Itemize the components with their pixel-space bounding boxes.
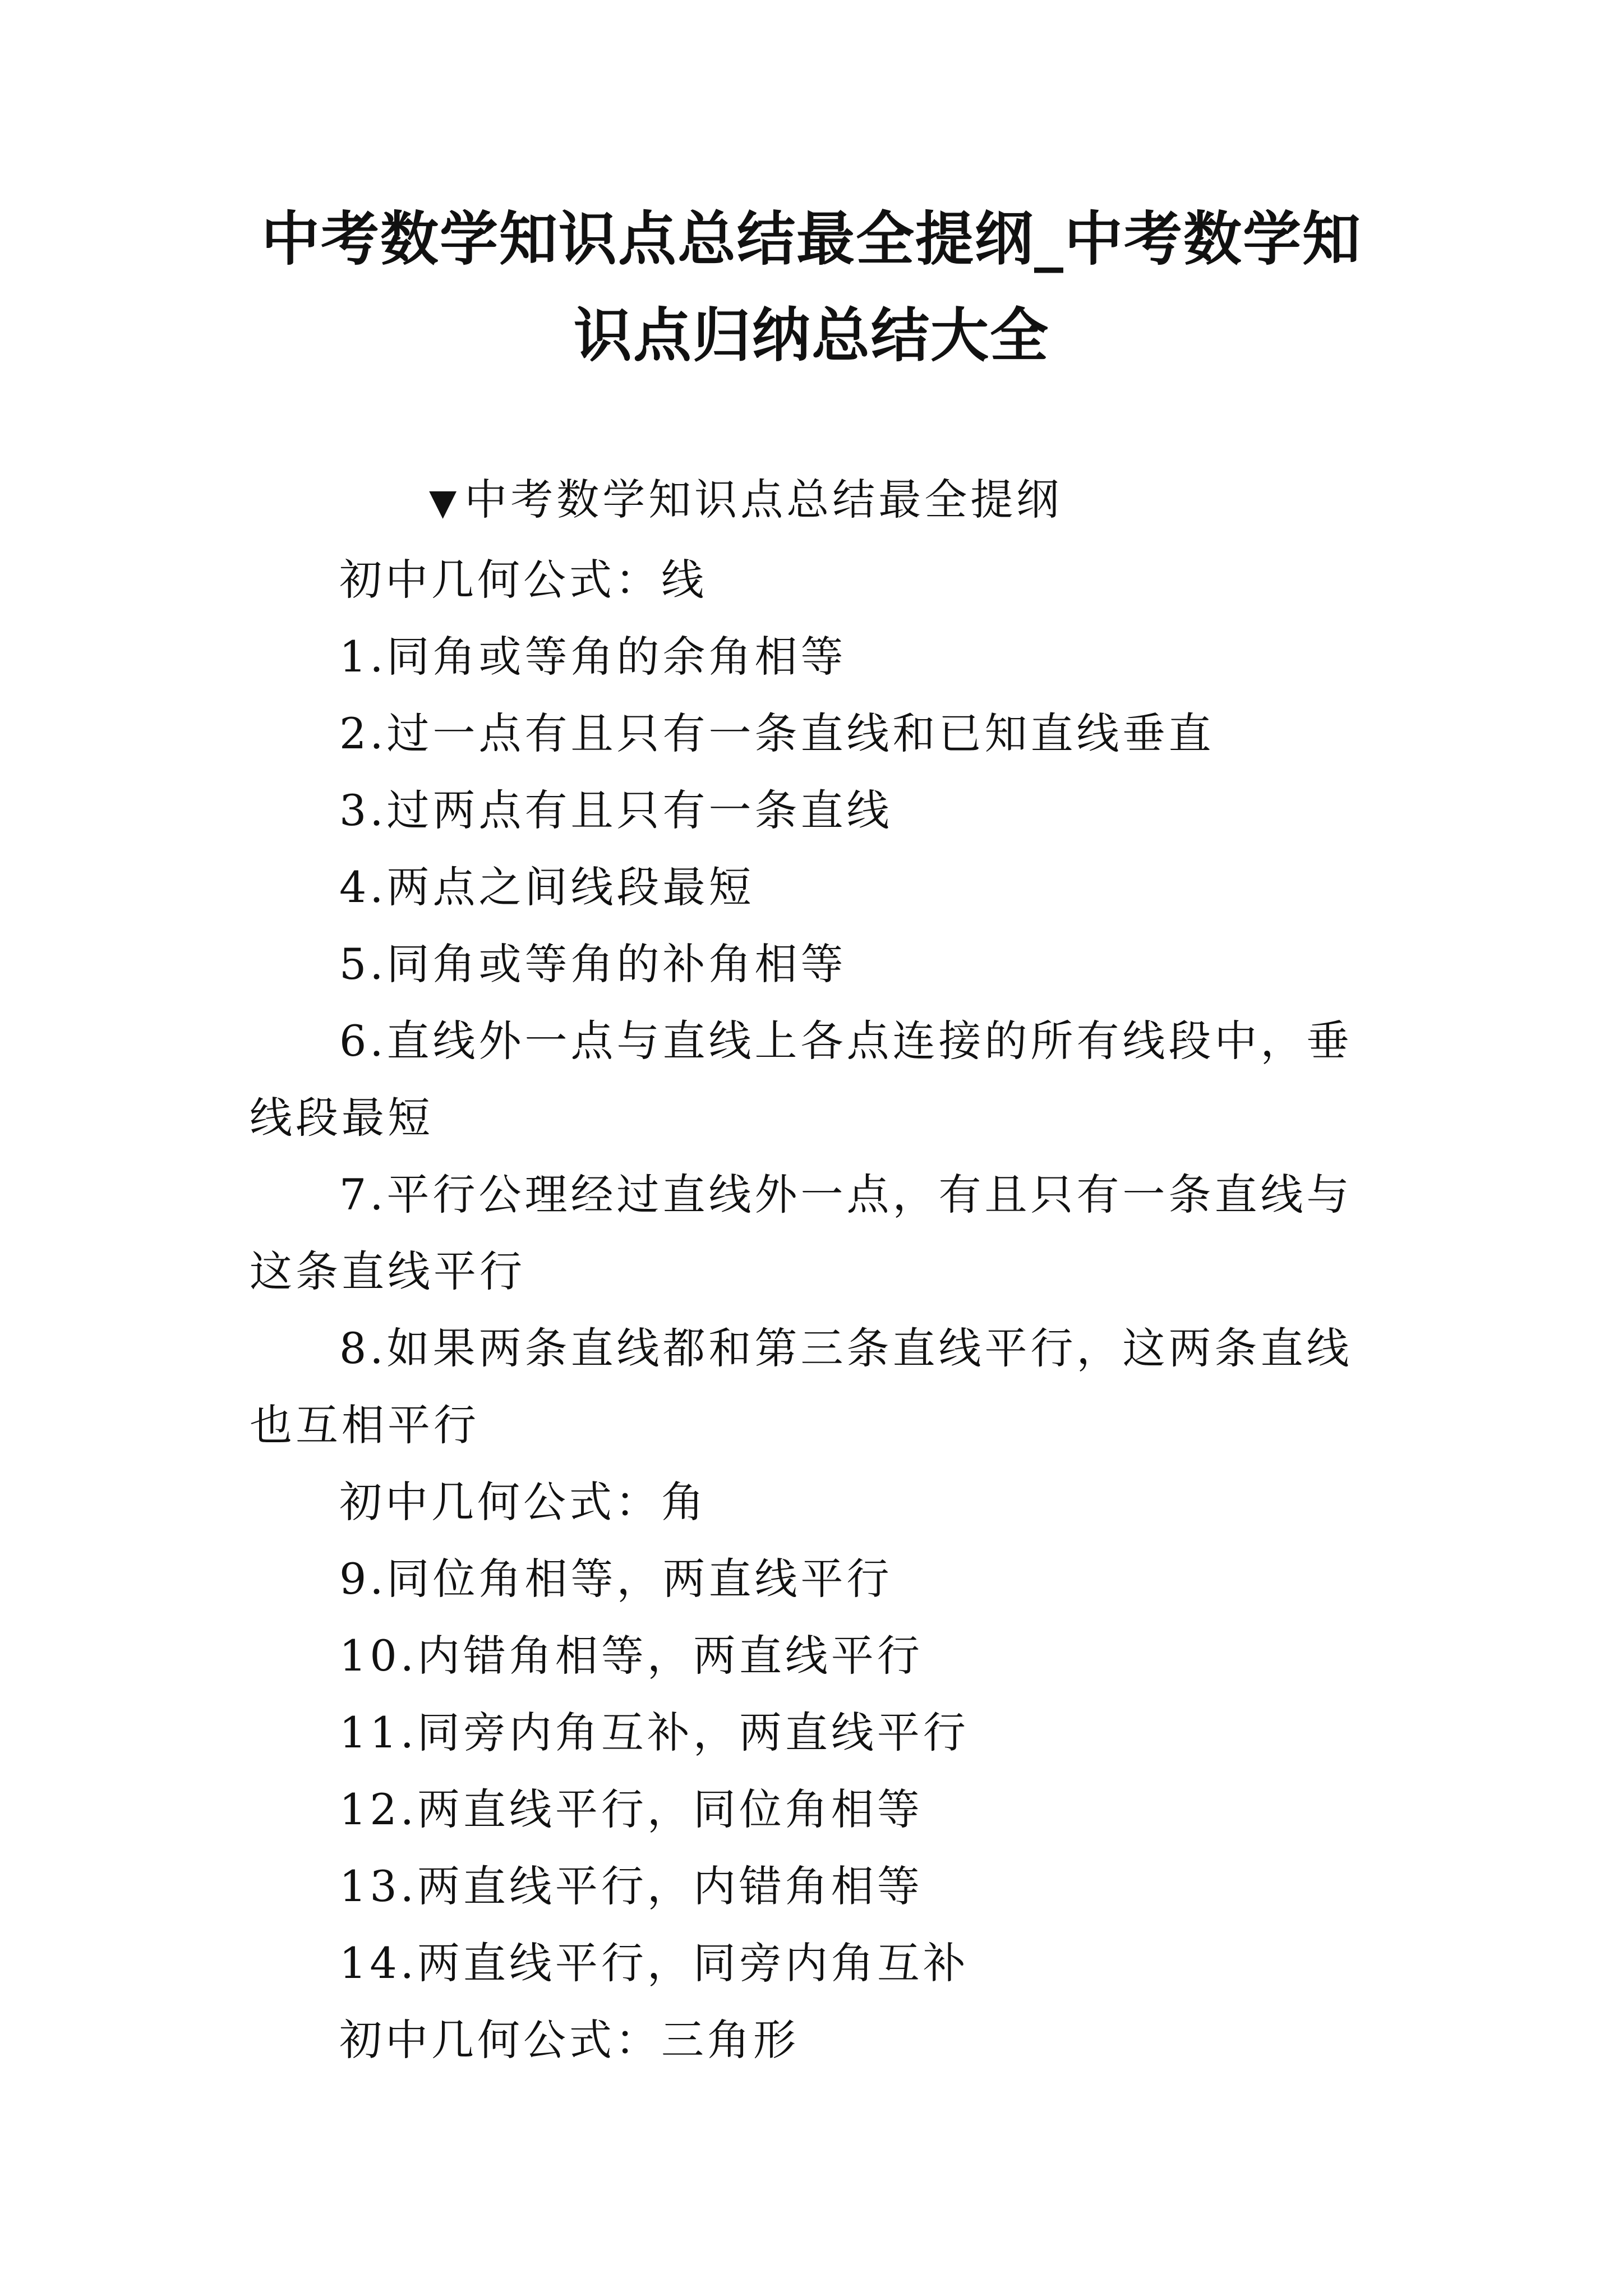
list-item: 11.同旁内角互补，两直线平行 <box>339 1708 969 1757</box>
subsection-heading: 初中几何公式：三角形 <box>339 2015 799 2065</box>
list-item: 9.同位角相等，两直线平行 <box>339 1554 893 1604</box>
list-item: 2.过一点有且只有一条直线和已知直线垂直 <box>339 708 1215 758</box>
list-item: 4.两点之间线段最短 <box>339 862 755 912</box>
list-item: 7.平行公理经过直线外一点，有且只有一条直线与这条直线平行 <box>250 1170 1353 1296</box>
list-item: 3.过两点有且只有一条直线 <box>339 785 893 835</box>
list-item: 6.直线外一点与直线上各点连接的所有线段中，垂线段最短 <box>250 1016 1353 1143</box>
document-body <box>250 461 1388 2078</box>
list-item: 5.同角或等角的补角相等 <box>339 939 847 989</box>
subsection-heading: 初中几何公式：角 <box>339 1477 707 1527</box>
list-item: 8.如果两条直线都和第三条直线平行，这两条直线也互相平行 <box>250 1323 1353 1450</box>
triangle-down-icon: ▼ <box>429 482 460 523</box>
list-item: 12.两直线平行，同位角相等 <box>339 1784 923 1834</box>
section-heading <box>250 461 1388 541</box>
subsection-heading: 初中几何公式：线 <box>339 555 707 605</box>
document-title <box>236 191 1387 384</box>
title-line-2: 识点归纳总结大全 <box>573 301 1049 370</box>
list-item: 14.两直线平行，同旁内角互补 <box>339 1938 969 1988</box>
list-item: 13.两直线平行，内错角相等 <box>339 1861 923 1911</box>
list-item: 1.同角或等角的余角相等 <box>339 632 847 682</box>
list-item: 10.内错角相等，两直线平行 <box>339 1631 923 1681</box>
title-line-1: 中考数学知识点总结最全提纲_中考数学知 <box>261 205 1362 273</box>
paragraph-text: 中考数学知识点总结最全提纲 <box>464 475 1063 524</box>
